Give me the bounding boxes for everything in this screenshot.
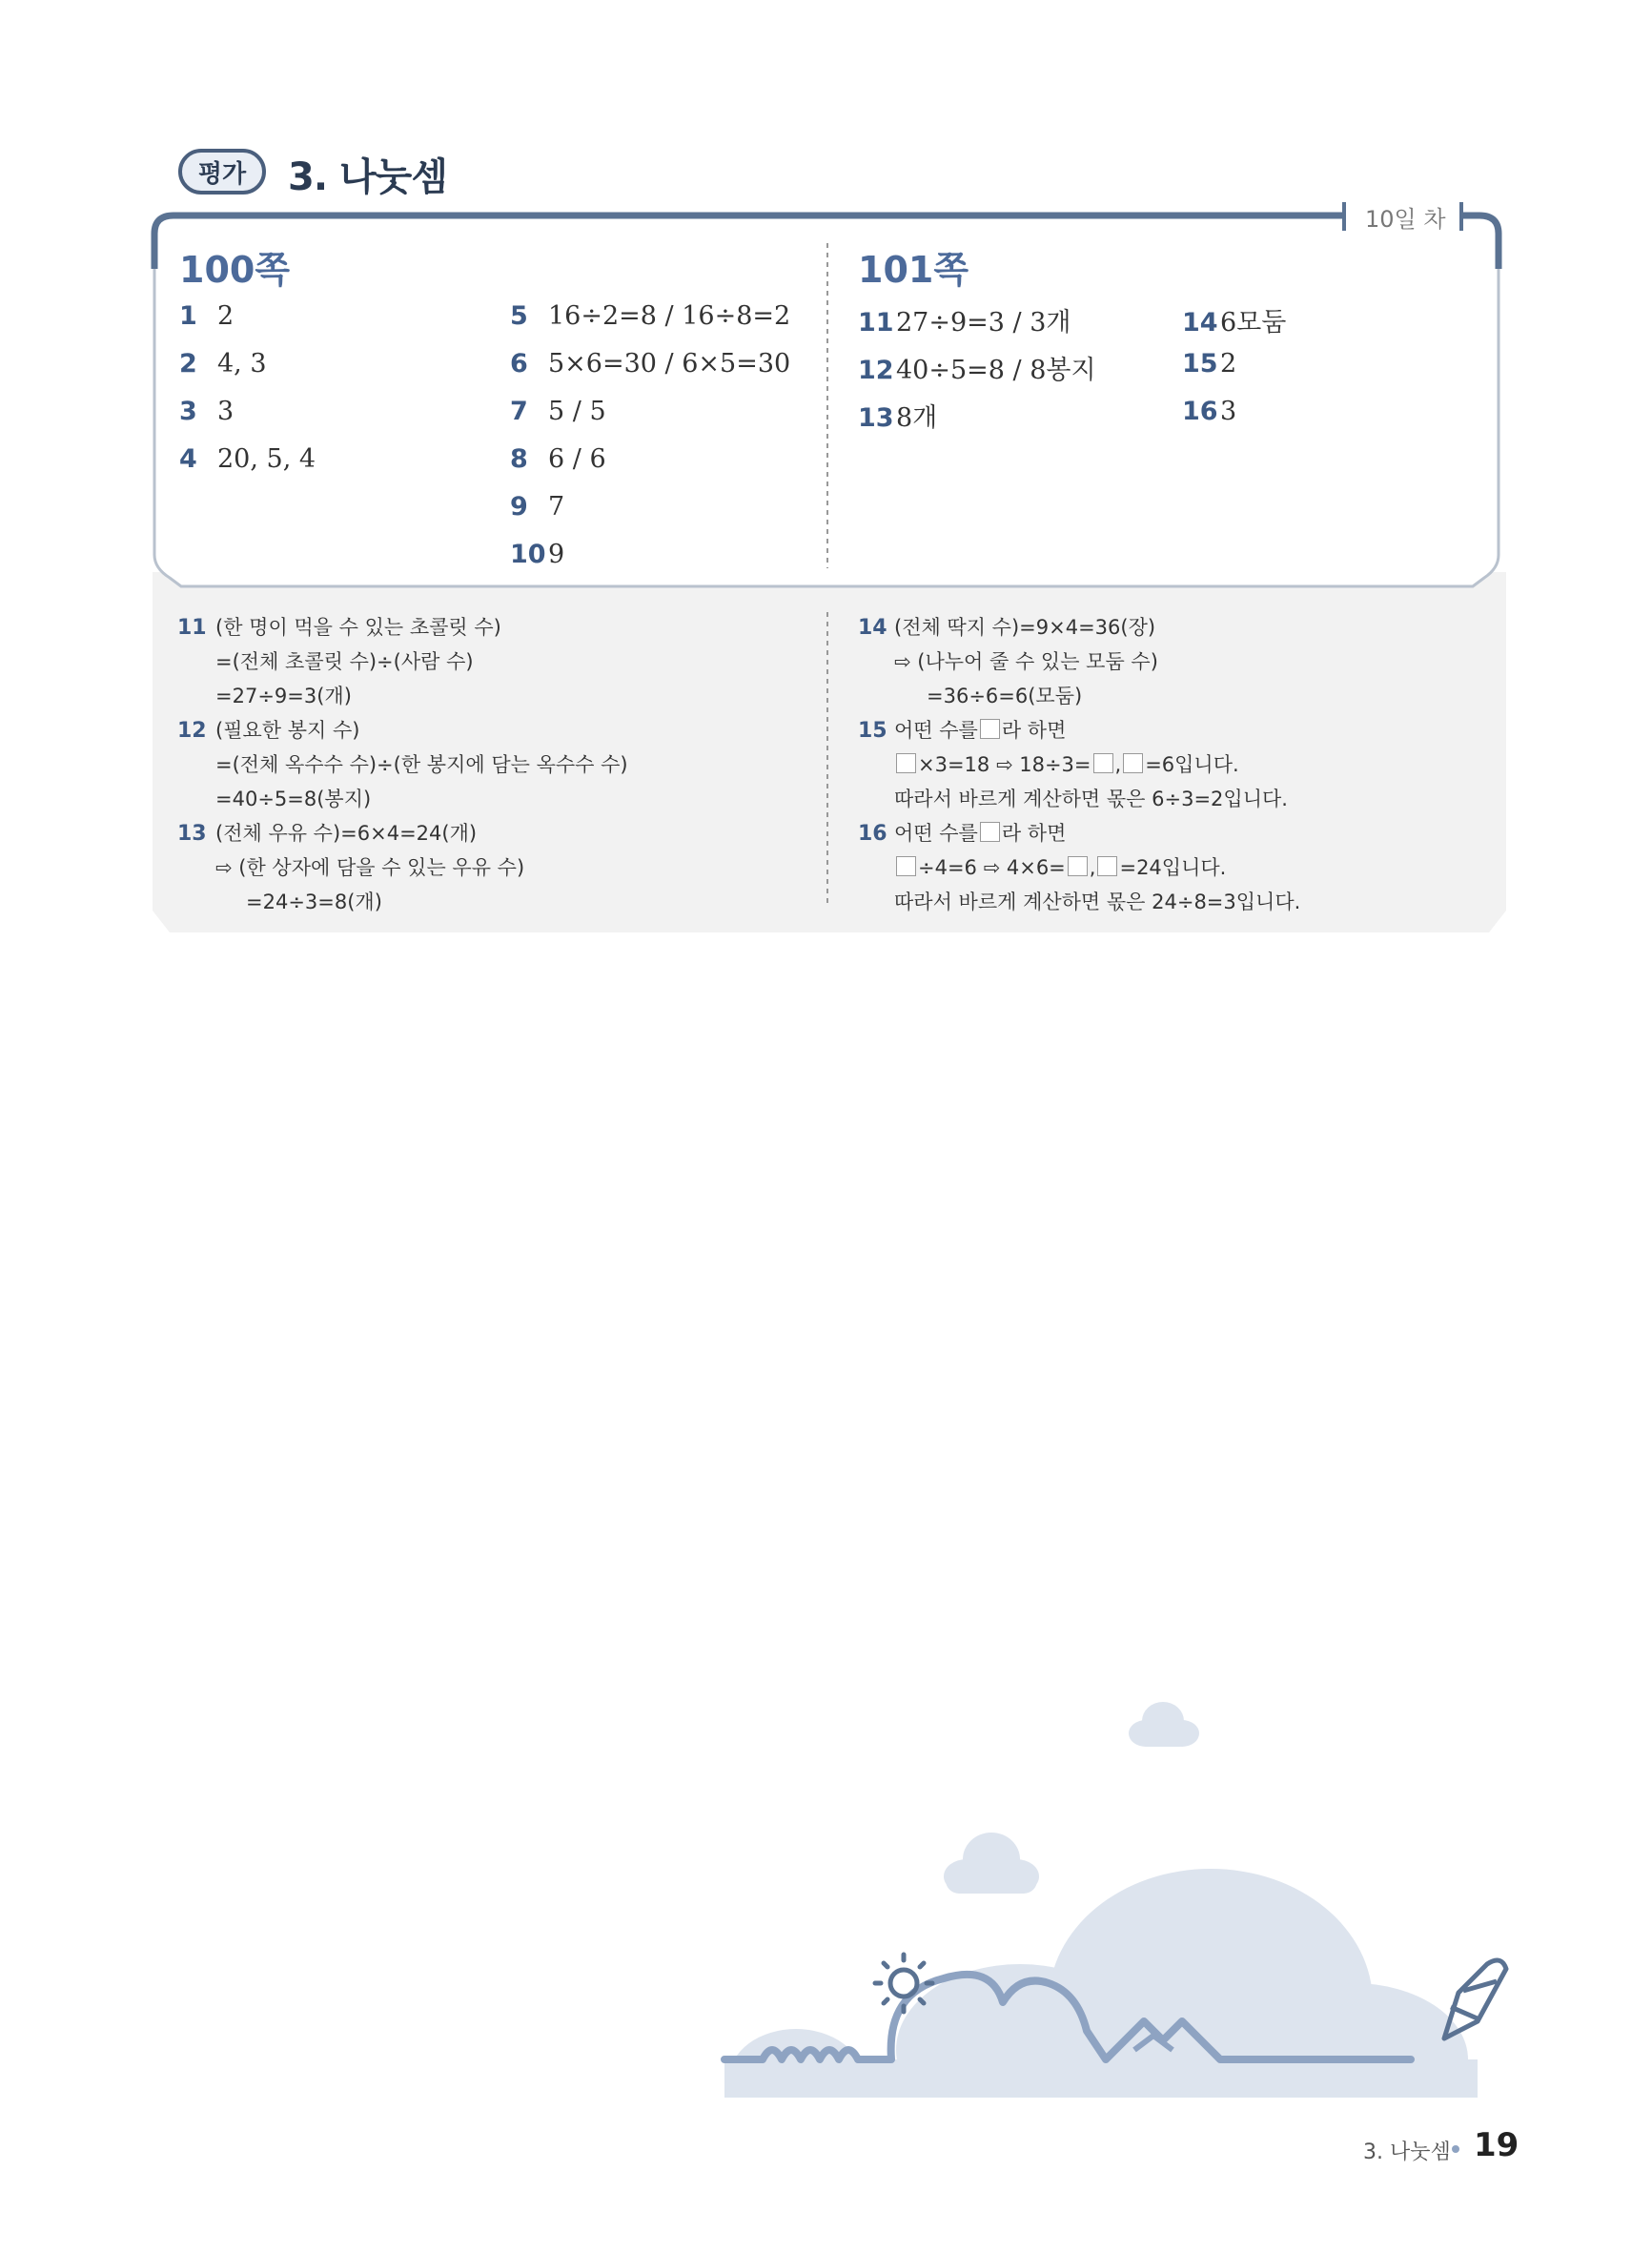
answer-13: 138개: [858, 403, 938, 433]
page-title: 3. 나눗셈: [288, 155, 447, 199]
answer-5: 5 16÷2=8 / 16÷8=2: [510, 301, 791, 331]
answer-10: 109: [510, 540, 565, 569]
blank-box: [980, 719, 1000, 739]
evaluation-badge: 평가: [178, 149, 266, 195]
blank-box: [980, 822, 1000, 842]
blank-box: [1093, 753, 1113, 773]
blank-box: [1068, 856, 1088, 876]
blank-box: [896, 753, 916, 773]
answer-6: 6 5×6=30 / 6×5=30: [510, 349, 791, 379]
explanation-15: 15 어떤 수를 라 하면 ×3=18 ⇨ 18÷3= , =6입니다. 따라서 바르게 계산하면 몫은 6÷3=2입니다.: [858, 719, 1288, 810]
answer-1: 1 2: [179, 301, 235, 331]
answer-2: 2 4, 3: [179, 349, 267, 379]
answer-4: 4 20, 5, 4: [179, 444, 316, 474]
explanation-13: 13 (전체 우유 수)=6×4=24(개) ⇨ (한 상자에 담을 수 있는 우유 수) =24÷3=8(개): [177, 822, 525, 913]
explanation-14: 14 (전체 딱지 수)=9×4=36(장) ⇨ (나누어 줄 수 있는 모둠 수) =36÷6=6(모둠): [858, 616, 1158, 707]
footer-dot: [1452, 2145, 1459, 2153]
answer-15: 152: [1182, 349, 1237, 379]
cloud-illustration: [705, 1678, 1525, 2098]
answer-3: 3 3: [179, 397, 235, 426]
explanation-12: 12 (필요한 봉지 수) =(전체 옥수수 수)÷(한 봉지에 담는 옥수수 수) =40÷5=8(봉지): [177, 719, 628, 810]
answer-7: 7 5 / 5: [510, 397, 606, 426]
page-101-heading: 101쪽: [858, 249, 969, 291]
page-100-heading: 100쪽: [179, 249, 291, 291]
answer-8: 8 6 / 6: [510, 444, 606, 474]
explanation-11: 11 (한 명이 먹을 수 있는 초콜릿 수) =(전체 초콜릿 수)÷(사람 수) =27÷9=3(개): [177, 616, 501, 707]
answer-12: 1240÷5=8 / 8봉지: [858, 356, 1096, 385]
blank-box: [1123, 753, 1143, 773]
blank-box: [1097, 856, 1117, 876]
footer-chapter: 3. 나눗셈: [1363, 2140, 1451, 2164]
answer-14: 146모둠: [1182, 308, 1287, 338]
day-label: 10일 차: [1365, 206, 1446, 233]
answer-16: 163: [1182, 397, 1237, 426]
answer-9: 9 7: [510, 492, 565, 522]
answer-11: 1127÷9=3 / 3개: [858, 308, 1071, 338]
explanation-16: 16 어떤 수를 라 하면 ÷4=6 ⇨ 4×6= , =24입니다. 따라서 바르게 계산하면 몫은 24÷8=3입니다.: [858, 822, 1301, 913]
blank-box: [896, 856, 916, 876]
page-number: 19: [1474, 2126, 1519, 2164]
